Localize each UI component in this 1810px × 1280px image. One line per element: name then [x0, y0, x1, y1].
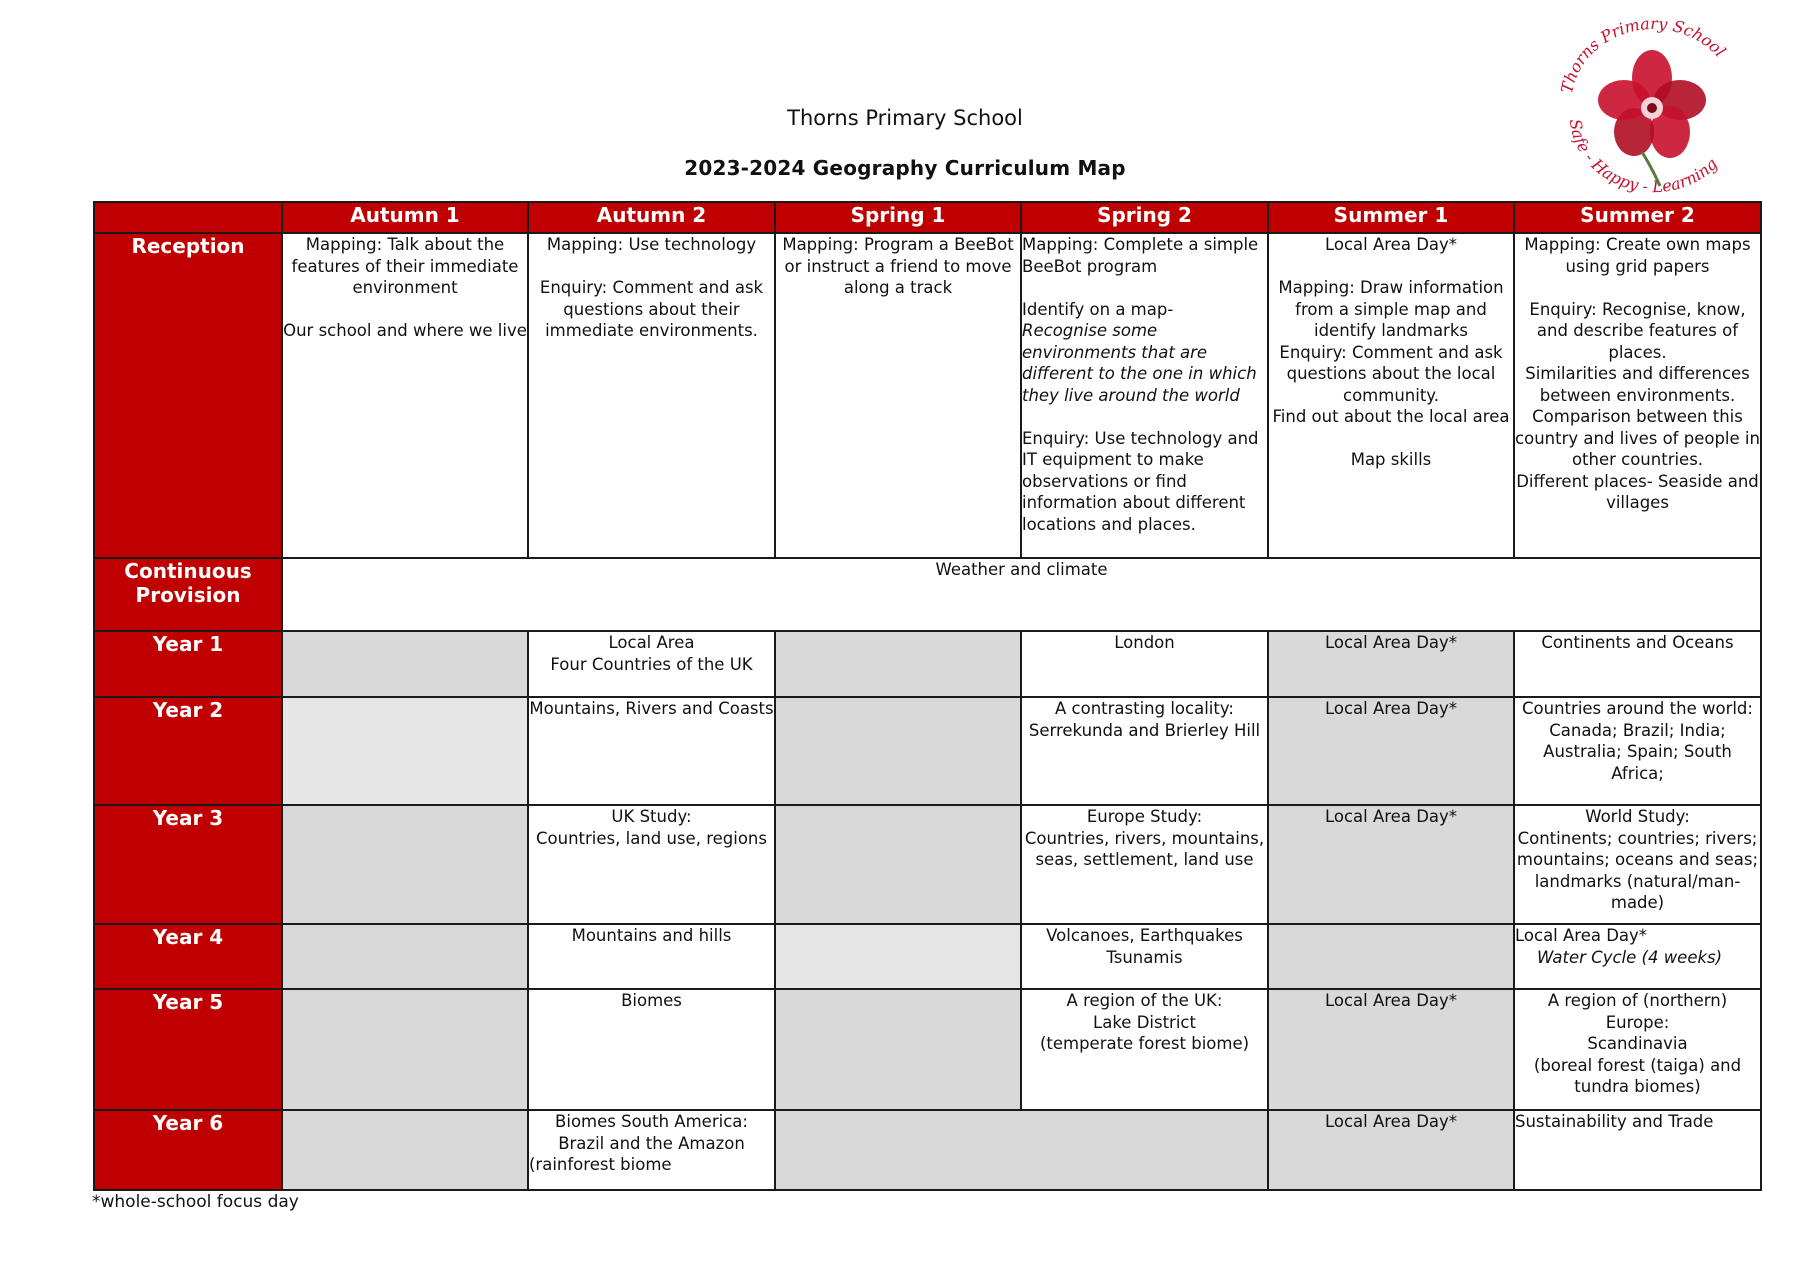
- year4-spring1-cell: [775, 924, 1021, 989]
- continuous-provision-cell: Weather and climate: [282, 558, 1761, 631]
- year1-spring2-cell: London: [1021, 631, 1268, 697]
- table-row-continuous-provision: [94, 558, 1761, 631]
- table-row-year3: [94, 805, 1761, 924]
- row-header-year6: Year 6: [94, 1110, 282, 1190]
- row-header-year4: Year 4: [94, 924, 282, 989]
- logo-top-text: Thorns Primary School: [1557, 14, 1730, 95]
- reception-autumn1-cell: Mapping: Talk about the features of their immediate environment Our school and where we live: [282, 233, 528, 558]
- reception-autumn2-cell: Mapping: Use technology Enquiry: Comment and ask questions about their immediate environments.: [528, 233, 775, 558]
- year2-summer1-cell: Local Area Day*: [1268, 697, 1514, 805]
- year5-summer2-cell: A region of (northern) Europe: Scandinavia (boreal forest (taiga) and tundra biomes): [1514, 989, 1761, 1110]
- year3-summer2-cell: World Study: Continents; countries; rivers; mountains; oceans and seas; landmarks (natural/man-made): [1514, 805, 1761, 924]
- year5-spring1-cell: [775, 989, 1021, 1110]
- year4-summer2-cell: Local Area Day* Water Cycle (4 weeks): [1514, 924, 1761, 989]
- table-corner: [94, 202, 282, 233]
- school-name: Thorns Primary School: [787, 106, 1023, 130]
- row-header-year5: Year 5: [94, 989, 282, 1110]
- row-header-reception: Reception: [94, 233, 282, 558]
- year1-summer1-cell: Local Area Day*: [1268, 631, 1514, 697]
- table-row-year2: [94, 697, 1761, 805]
- year1-spring1-cell: [775, 631, 1021, 697]
- column-header-summer2: Summer 2: [1514, 202, 1761, 233]
- table-row-year4: [94, 924, 1761, 989]
- year4-spring2-cell: Volcanoes, Earthquakes Tsunamis: [1021, 924, 1268, 989]
- reception-summer1-cell: Local Area Day* Mapping: Draw information from a simple map and identify landmarks Enquiry: Comment and ask questions about the local community. Find out about the local area Map skills: [1268, 233, 1514, 558]
- reception-spring2-cell: Mapping: Complete a simple BeeBot program Identify on a map- Recognise some environments that are different to the one in which they live around the world Enquiry: Use technology and IT equipment to make observations or find information about different locations and places.: [1021, 233, 1268, 558]
- row-header-year1: Year 1: [94, 631, 282, 697]
- flower-icon: [1598, 50, 1706, 186]
- year6-autumn1-cell: [282, 1110, 528, 1190]
- column-header-spring1: Spring 1: [775, 202, 1021, 233]
- year1-autumn2-cell: Local Area Four Countries of the UK: [528, 631, 775, 697]
- year6-spring-cell: [775, 1110, 1268, 1190]
- year6-summer2-cell: Sustainability and Trade: [1514, 1110, 1761, 1190]
- year2-spring1-cell: [775, 697, 1021, 805]
- year3-autumn2-cell: UK Study: Countries, land use, regions: [528, 805, 775, 924]
- table-row-year1: [94, 631, 1761, 697]
- row-header-year2: Year 2: [94, 697, 282, 805]
- footnote: *whole-school focus day: [92, 1192, 299, 1212]
- year3-spring2-cell: Europe Study: Countries, rivers, mountains, seas, settlement, land use: [1021, 805, 1268, 924]
- year4-autumn2-cell: Mountains and hills: [528, 924, 775, 989]
- reception-spring1-cell: Mapping: Program a BeeBot or instruct a friend to move along a track: [775, 233, 1021, 558]
- year2-autumn2-cell: Mountains, Rivers and Coasts: [528, 697, 775, 805]
- row-header-continuous-provision: Continuous Provision: [94, 558, 282, 631]
- year2-autumn1-cell: [282, 697, 528, 805]
- table-row-year5: [94, 989, 1761, 1110]
- year1-autumn1-cell: [282, 631, 528, 697]
- year5-summer1-cell: Local Area Day*: [1268, 989, 1514, 1110]
- year4-summer1-cell: [1268, 924, 1514, 989]
- year6-autumn2-cell: Biomes South America: Brazil and the Amazon (rainforest biome: [528, 1110, 775, 1190]
- year2-summer2-cell: Countries around the world: Canada; Brazil; India; Australia; Spain; South Africa;: [1514, 697, 1761, 805]
- reception-summer2-cell: Mapping: Create own maps using grid papers Enquiry: Recognise, know, and describe features of places. Similarities and differences between environments. Comparison between this country and lives of people in other countries. Different places- Seaside and villages: [1514, 233, 1761, 558]
- table-row-year6: [94, 1110, 1761, 1190]
- year1-summer2-cell: Continents and Oceans: [1514, 631, 1761, 697]
- column-header-spring2: Spring 2: [1021, 202, 1268, 233]
- year3-autumn1-cell: [282, 805, 528, 924]
- column-header-summer1: Summer 1: [1268, 202, 1514, 233]
- curriculum-table: [93, 201, 1762, 1191]
- year5-autumn1-cell: [282, 989, 528, 1110]
- year2-spring2-cell: A contrasting locality: Serrekunda and Brierley Hill: [1021, 697, 1268, 805]
- logo-bottom-text: Safe - Happy - Learning: [1565, 117, 1722, 197]
- year3-summer1-cell: Local Area Day*: [1268, 805, 1514, 924]
- year5-autumn2-cell: Biomes: [528, 989, 775, 1110]
- row-header-year3: Year 3: [94, 805, 282, 924]
- year5-spring2-cell: A region of the UK: Lake District (temperate forest biome): [1021, 989, 1268, 1110]
- column-header-autumn2: Autumn 2: [528, 202, 775, 233]
- year6-summer1-cell: Local Area Day*: [1268, 1110, 1514, 1190]
- school-logo: [1540, 8, 1760, 198]
- document-title: 2023-2024 Geography Curriculum Map: [684, 156, 1126, 180]
- column-header-autumn1: Autumn 1: [282, 202, 528, 233]
- year4-autumn1-cell: [282, 924, 528, 989]
- table-row-reception: [94, 233, 1761, 558]
- year3-spring1-cell: [775, 805, 1021, 924]
